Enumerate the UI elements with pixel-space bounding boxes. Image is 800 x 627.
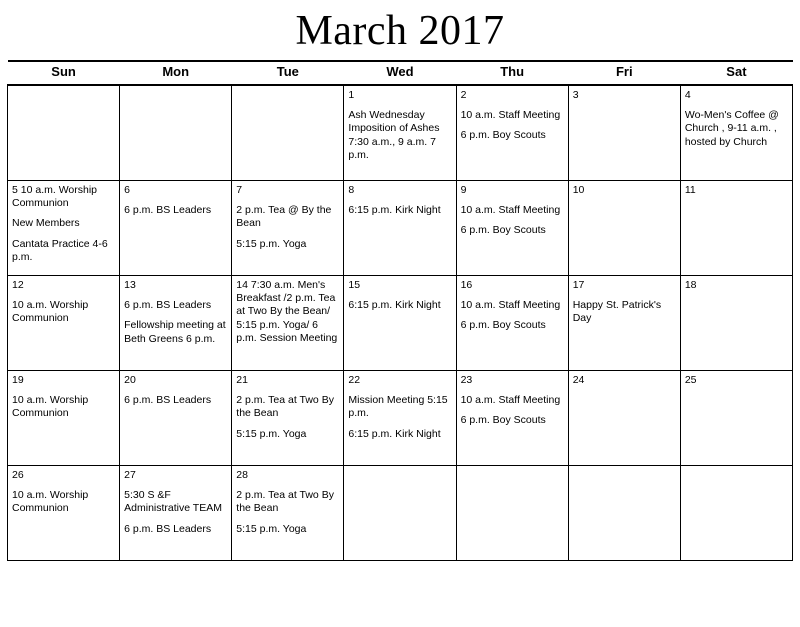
calendar-day-cell[interactable]	[568, 181, 680, 276]
day-number: 17	[572, 279, 585, 292]
day-number: 1	[348, 89, 355, 102]
day-number: 8	[348, 184, 355, 197]
day-number: 14	[236, 279, 248, 292]
calendar-day-cell[interactable]	[232, 181, 344, 276]
day-event: 6 p.m. Boy Scouts	[460, 129, 546, 142]
calendar-day-cell[interactable]	[8, 371, 120, 466]
calendar-day-cell[interactable]	[8, 466, 120, 561]
day-event: Happy St. Patrick's Day	[572, 299, 662, 325]
day-event: 5:15 p.m. Yoga	[236, 237, 307, 250]
day-event: Cantata Practice 4-6 p.m.	[12, 237, 108, 263]
calendar-week-row	[8, 371, 793, 466]
calendar-table	[7, 60, 793, 561]
day-number: 18	[684, 279, 697, 292]
calendar-day-cell[interactable]	[8, 276, 120, 371]
day-number: 21	[236, 374, 248, 387]
calendar-day-cell[interactable]	[8, 181, 120, 276]
day-event: 10 a.m. Staff Meeting	[460, 394, 561, 407]
calendar-empty-cell	[232, 85, 344, 181]
day-number: 22	[348, 374, 361, 387]
weekday-header-fri: Fri	[568, 61, 680, 85]
calendar-day-cell[interactable]	[680, 181, 792, 276]
day-number: 7	[236, 184, 243, 197]
day-event: 10 a.m. Staff Meeting	[460, 109, 561, 122]
calendar-empty-cell	[456, 466, 568, 561]
calendar-day-cell[interactable]	[456, 181, 568, 276]
calendar-day-cell[interactable]	[120, 466, 232, 561]
calendar-day-cell[interactable]	[568, 371, 680, 466]
day-number: 24	[572, 374, 585, 387]
day-event: 10 a.m. Worship Communion	[12, 394, 89, 420]
weekday-header-wed: Wed	[344, 61, 456, 85]
day-number: 19	[12, 374, 24, 387]
calendar-empty-cell	[344, 466, 456, 561]
day-event: 7:30 a.m. Men's Breakfast /2 p.m. Tea at Two By the Bean/ 5:15 p.m. Yoga/ 6 p.m. Session Meeting	[236, 279, 338, 344]
calendar-week-row	[8, 466, 793, 561]
day-event: 6 p.m. Boy Scouts	[460, 319, 546, 332]
day-event: 5:15 p.m. Yoga	[236, 427, 307, 440]
calendar-day-cell[interactable]	[344, 371, 456, 466]
day-event: Wo-Men's Coffee @ Church , 9-11 a.m. , hosted by Church	[684, 109, 779, 148]
day-event: 6:15 p.m. Kirk Night	[348, 204, 441, 217]
day-number: 28	[236, 469, 248, 482]
page-title: March 2017	[295, 8, 505, 54]
calendar-day-cell[interactable]	[680, 85, 792, 181]
day-number: 25	[684, 374, 697, 387]
day-event: 6 p.m. BS Leaders	[124, 299, 212, 312]
day-event: 2 p.m. Tea @ By the Bean	[236, 204, 332, 230]
calendar-empty-cell	[120, 85, 232, 181]
day-event: 2 p.m. Tea at Two By the Bean	[236, 394, 334, 420]
calendar-day-cell[interactable]	[344, 181, 456, 276]
calendar-day-cell[interactable]	[120, 276, 232, 371]
day-event: Mission Meeting 5:15 p.m.	[348, 394, 448, 420]
day-event: 10 a.m. Worship Communion	[12, 489, 89, 515]
calendar-day-cell[interactable]	[456, 371, 568, 466]
calendar-empty-cell	[8, 85, 120, 181]
day-event: 5:15 p.m. Yoga	[236, 522, 307, 535]
calendar-day-cell[interactable]	[680, 276, 792, 371]
calendar-week-row	[8, 276, 793, 371]
day-event: 6 p.m. BS Leaders	[124, 204, 212, 217]
day-event: 10 a.m. Worship Communion	[12, 299, 89, 325]
day-number: 13	[124, 279, 136, 292]
calendar-day-cell[interactable]	[568, 276, 680, 371]
day-event: 10 a.m. Worship Communion	[12, 184, 98, 210]
day-event: New Members	[12, 217, 80, 230]
weekday-header-sun: Sun	[8, 61, 120, 85]
day-event: 6 p.m. Boy Scouts	[460, 414, 546, 427]
day-event: 10 a.m. Staff Meeting	[460, 299, 561, 312]
calendar-body	[8, 85, 793, 561]
day-number: 16	[460, 279, 473, 292]
calendar-day-cell[interactable]	[344, 276, 456, 371]
day-event: Fellowship meeting at Beth Greens 6 p.m.	[124, 319, 226, 345]
weekday-header-mon: Mon	[120, 61, 232, 85]
day-number: 2	[460, 89, 467, 102]
day-event: 5:30 S &F Administrative TEAM	[124, 489, 222, 515]
weekday-header-tue: Tue	[232, 61, 344, 85]
calendar-week-row	[8, 85, 793, 181]
weekday-header-thu: Thu	[456, 61, 568, 85]
calendar-day-cell[interactable]	[456, 85, 568, 181]
calendar-day-cell[interactable]	[680, 371, 792, 466]
calendar-empty-cell	[568, 466, 680, 561]
calendar-day-cell[interactable]	[232, 276, 344, 371]
day-event: 6 p.m. BS Leaders	[124, 522, 212, 535]
calendar-day-cell[interactable]	[232, 371, 344, 466]
calendar-week-row	[8, 181, 793, 276]
day-number: 11	[684, 184, 696, 197]
calendar-day-cell[interactable]	[568, 85, 680, 181]
day-number: 15	[348, 279, 361, 292]
day-event: 6 p.m. BS Leaders	[124, 394, 212, 407]
calendar-day-cell[interactable]	[120, 181, 232, 276]
day-event: 6 p.m. Boy Scouts	[460, 224, 546, 237]
weekday-header-sat: Sat	[680, 61, 792, 85]
day-number: 9	[460, 184, 467, 197]
day-number: 20	[124, 374, 136, 387]
day-number: 23	[460, 374, 473, 387]
calendar-header-row	[8, 61, 793, 85]
day-number: 26	[12, 469, 24, 482]
day-number: 6	[124, 184, 130, 197]
day-event: Ash Wednesday Imposition of Ashes 7:30 a.m., 9 a.m. 7 p.m.	[348, 109, 440, 161]
day-number: 3	[572, 89, 579, 102]
day-number: 27	[124, 469, 136, 482]
day-number: 4	[684, 89, 691, 102]
day-number: 5	[12, 184, 18, 197]
calendar-day-cell[interactable]	[344, 85, 456, 181]
calendar-day-cell[interactable]	[456, 276, 568, 371]
day-number: 12	[12, 279, 24, 292]
calendar-page	[0, 8, 800, 627]
day-event: 6:15 p.m. Kirk Night	[348, 299, 441, 312]
day-event: 2 p.m. Tea at Two By the Bean	[236, 489, 334, 515]
calendar-empty-cell	[680, 466, 792, 561]
day-event: 6:15 p.m. Kirk Night	[348, 427, 441, 440]
calendar-day-cell[interactable]	[232, 466, 344, 561]
calendar-day-cell[interactable]	[120, 371, 232, 466]
day-event: 10 a.m. Staff Meeting	[460, 204, 561, 217]
day-number: 10	[572, 184, 585, 197]
